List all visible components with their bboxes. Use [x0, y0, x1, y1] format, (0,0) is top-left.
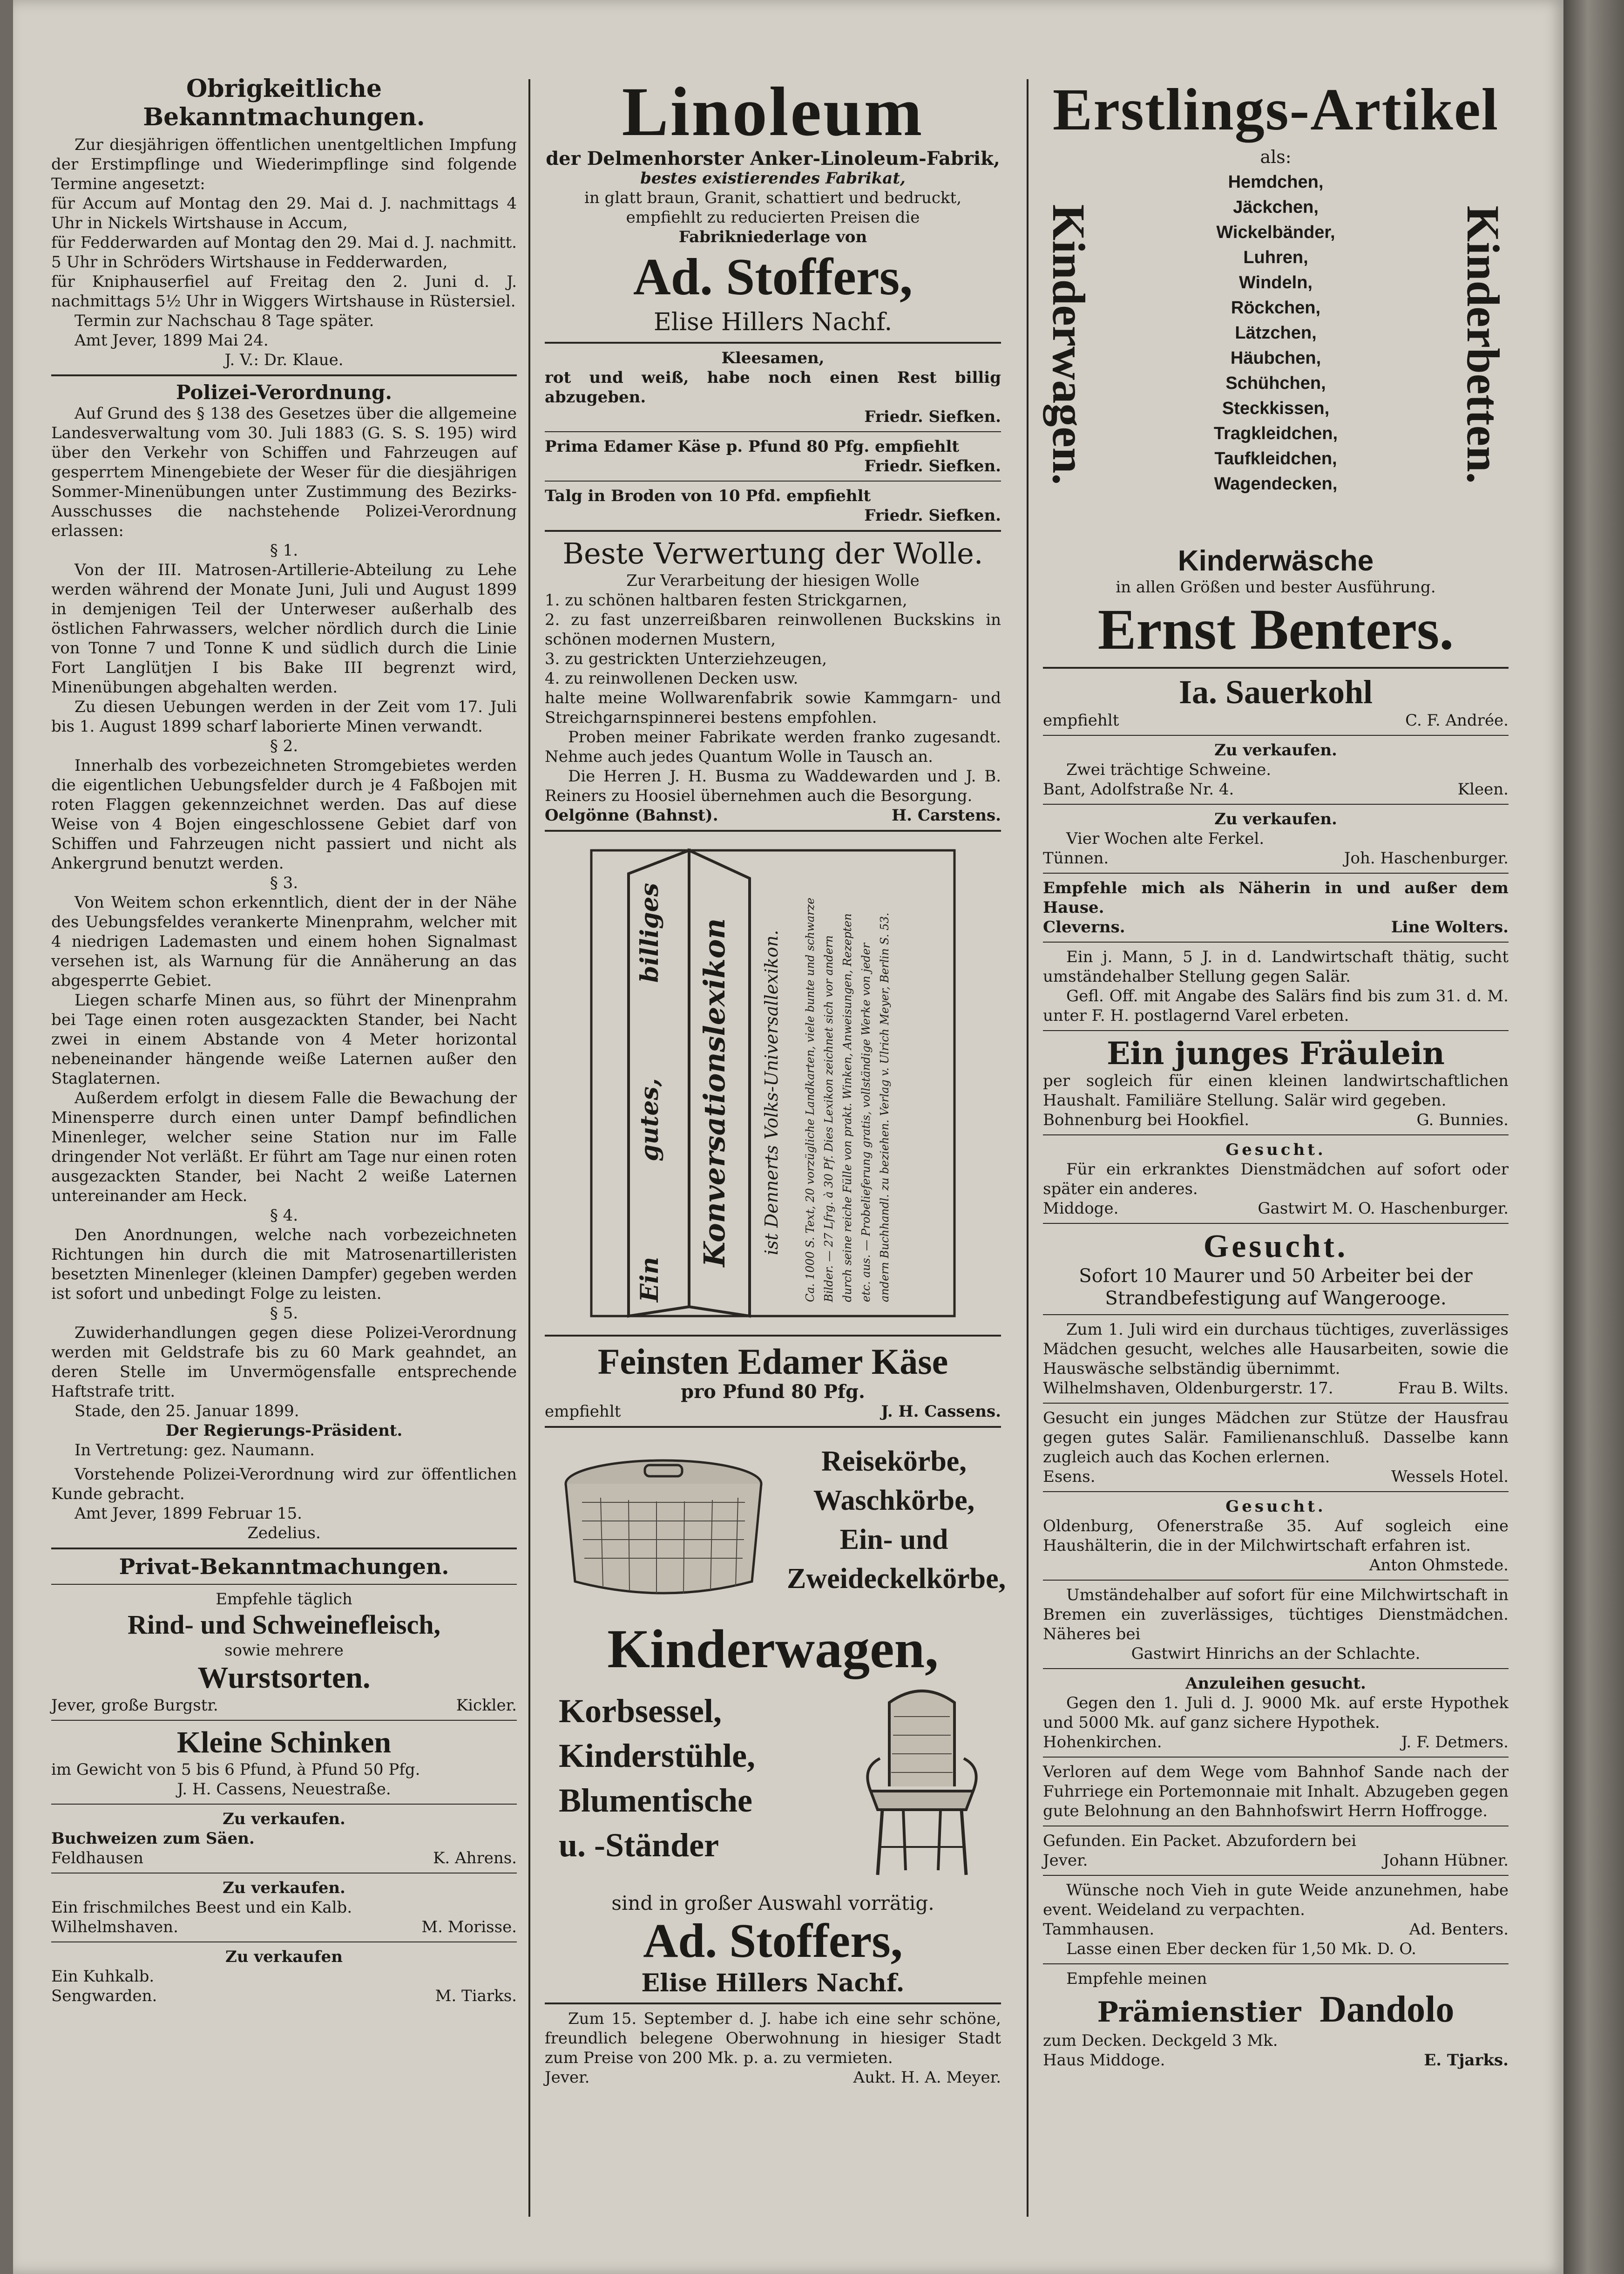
ad-name: J. F. Detmers.	[1401, 1733, 1509, 1751]
private-notices-title: Privat-Bekanntmachungen.	[119, 1554, 449, 1579]
divider	[545, 1335, 1001, 1337]
lexicon-detail-line: Ca. 1000 S. Text, 20 vorzügliche Landkarten, viele bunte und schwarze	[804, 897, 817, 1302]
ordinance-text: Von der III. Matrosen-Artillerie-Abteilung zu Lehe werden während der Monate Juni, Juli und August 1899 in demjenigen Teil der Unterweser außerhalb des östlichen Fahrwassers, welcher nördlich durch die Linie von Tonne 7 und Tonne K und südlich durch die Linie Fort Langlütjen I bis Bake III begrenzt wird, Minenübungen abgehalten werden.	[51, 561, 517, 697]
ad-text: Gefunden. Ein Packet. Abzufordern bei	[1043, 1832, 1357, 1850]
ad-text: Empfehle meinen	[1066, 1969, 1207, 1988]
divider	[1043, 667, 1509, 669]
basket-list	[787, 1442, 1006, 1598]
ordinance-intro: Auf Grund des § 138 des Gesetzes über die allgemeine Landesverwaltung vom 30. Juli 1883 (G. S. S. 195) wird über den Verkehr von Schiffen und Fahrzeugen auf gesperrtem Minengebiete der Weser für die diesjährigen Sommer-Minenübungen unter Zustimmung des Bezirks-Ausschusses die nachstehende Polizei-Verordnung erlassen:	[51, 404, 517, 540]
ad-name: Kickler.	[456, 1696, 517, 1715]
lexicon-word: billiges	[636, 883, 664, 983]
divider	[1043, 1580, 1509, 1581]
ad-headline: Korbsessel,	[559, 1692, 722, 1730]
divider	[51, 1941, 517, 1942]
ad-text: der Delmenhorster Anker-Linoleum-Fabrik,	[546, 148, 1000, 170]
column-divider	[528, 79, 530, 2217]
divider	[1043, 1668, 1509, 1669]
ad-signature-line	[51, 1848, 517, 1868]
police-ordinance-title: Polizei-Verordnung.	[176, 381, 392, 404]
stoffers-headline: Ad. Stoffers,	[633, 248, 913, 306]
ad-headline: Kleine Schinken	[176, 1725, 392, 1759]
divider	[1043, 1223, 1509, 1224]
ad-title: Gesucht.	[1225, 1140, 1326, 1159]
section-heading: § 5.	[270, 1304, 298, 1323]
ad-signature-line	[51, 1696, 517, 1715]
notice-date: Amt Jever, 1899 Mai 24.	[74, 331, 269, 350]
linoleum-headline: Linoleum	[622, 73, 924, 150]
divider	[1043, 1030, 1509, 1031]
ad-signature-line	[545, 2068, 1001, 2087]
ad-name: Aukt. H. A. Meyer.	[853, 2068, 1001, 2087]
notice-signature: Zedelius.	[247, 1524, 321, 1542]
ad-place: Jever, große Burgstr.	[51, 1696, 218, 1715]
ordinance-text: Außerdem erfolgt in diesem Falle die Bewachung der Minensperre durch einen unter Dampf befindlichen Minenleger, welcher seine Station nur im Falle dringender Not verläßt. Er führt am Tage nur einen roten ausgezackten Stander, bei Nacht 2 weiße Laternen untereinander am Heck.	[51, 1089, 517, 1205]
ad-signature-line	[1043, 1920, 1509, 1939]
ad-name: Friedr. Siefken.	[864, 457, 1001, 475]
basket-illustration	[554, 1451, 773, 1600]
ad-signature-line	[1043, 1110, 1509, 1130]
ad-place: Sengwarden.	[51, 1987, 157, 2005]
ad-place: empfiehlt	[545, 1402, 621, 1421]
ad-text: empfiehlt zu reducierten Preisen die	[626, 208, 920, 227]
ad-text: sind in großer Auswahl vorrätig.	[611, 1892, 934, 1914]
ad-text: Zwei trächtige Schweine.	[1066, 760, 1272, 779]
column-1	[51, 75, 517, 2006]
ad-text: Fabrikniederlage von	[678, 228, 867, 246]
wool-item: 1. zu schönen haltbaren festen Strickgarnen,	[545, 591, 907, 610]
praemienstier-headline	[1043, 1989, 1509, 2031]
ad-text: Ein Kuhkalb.	[51, 1967, 155, 1986]
ad-text: Die Herren J. H. Busma zu Waddewarden und J. B. Reiners zu Hoosiel übernehmen auch die Besorgung.	[545, 767, 1001, 805]
vertical-headline-right: Kinderbetten.	[1457, 205, 1509, 484]
ad-text: Gefl. Off. mit Angabe des Salärs find bis zum 31. d. M. unter F. H. postlagernd Varel erbeten.	[1043, 987, 1509, 1025]
notice-signature: J. V.: Dr. Klaue.	[224, 351, 344, 369]
divider	[51, 1873, 517, 1874]
ad-title: Kleesamen,	[721, 349, 825, 367]
ad-place: Hohenkirchen.	[1043, 1733, 1162, 1751]
ad-signature-line	[1043, 917, 1509, 937]
divider	[1043, 1875, 1509, 1876]
ordinance-date: Stade, den 25. Januar 1899.	[74, 1402, 299, 1420]
lexicon-detail-line: Bilder. — 27 Lfrg. à 30 Pf. Dies Lexikon zeichnet sich vor andern	[822, 935, 835, 1302]
ad-headline: Kinderstühle,	[559, 1737, 756, 1774]
ad-place: Jever.	[1043, 1851, 1088, 1870]
ad-text: Gegen den 1. Juli d. J. 9000 Mk. auf erste Hypothek und 5000 Mk. auf ganz sichere Hypothek.	[1043, 1694, 1509, 1732]
ad-text: Umständehalber auf sofort für eine Milchwirtschaft in Bremen ein zuverlässiges, tüchtiges Dienstmädchen. Näheres bei	[1043, 1586, 1509, 1643]
ordinance-text: Den Anordnungen, welche nach vorbezeichneten Richtungen hin durch die mit Matrosenartilleristen besetzten Minenleger (kleinen Dampfer) gegeben werden ist sofort und unbedingt Folge zu leisten.	[51, 1226, 517, 1303]
ad-name: Friedr. Siefken.	[864, 506, 1001, 525]
ad-place: empfiehlt	[1043, 711, 1119, 730]
ad-title: Zu verkaufen	[225, 1948, 343, 1966]
section-heading: § 2.	[270, 737, 298, 755]
divider	[1043, 1314, 1509, 1315]
ad-signature-line	[51, 1917, 517, 1937]
column-3	[1043, 75, 1509, 2070]
ad-name: J. H. Cassens.	[881, 1402, 1001, 1421]
divider	[51, 1584, 517, 1585]
ad-place: Tünnen.	[1043, 849, 1109, 868]
ad-name: Anton Ohmstede.	[1369, 1556, 1509, 1575]
ad-text: Empfehle mich als Näherin in und außer dem Hause.	[1043, 879, 1509, 917]
ad-signature-line	[1043, 711, 1509, 730]
ad-text: Lasse einen Eber decken für 1,50 Mk. D. O.	[1066, 1940, 1416, 1958]
column-2	[545, 73, 1006, 2087]
vaccination-text: für Accum auf Montag den 29. Mai d. J. nachmittags 4 Uhr in Nickels Wirtshause in Accum,	[51, 194, 517, 232]
list-item: Tragkleidchen,	[1213, 424, 1338, 443]
ad-name: C. F. Andrée.	[1405, 711, 1509, 730]
ad-text: Proben meiner Fabrikate werden franko zugesandt. Nehme auch jedes Quantum Wolle in Tausch an.	[545, 728, 1001, 766]
stoffers-headline: Ad. Stoffers,	[643, 1914, 903, 1968]
ad-name: J. H. Cassens, Neuestraße.	[177, 1780, 391, 1799]
ad-text: Talg in Broden von 10 Pfd. empfiehlt	[545, 487, 871, 505]
ad-name: K. Ahrens.	[433, 1849, 517, 1867]
divider	[1043, 1134, 1509, 1135]
ad-text: Verloren auf dem Wege vom Bahnhof Sande nach der Fuhrriege ein Portemonnaie mit Inhalt. Abzugeben gegen gute Belohnung an den Bahnhofswirt Herrn Hoffrogge.	[1043, 1763, 1509, 1820]
list-item: Wagendecken,	[1214, 474, 1338, 494]
ad-headline: Gesucht.	[1203, 1229, 1348, 1264]
ad-name: M. Morisse.	[421, 1918, 517, 1936]
erstlings-list-block	[1043, 144, 1509, 545]
wool-item: 3. zu gestrickten Unterziehzeugen,	[545, 650, 827, 668]
divider	[1043, 873, 1509, 874]
ad-place: Oelgönne (Bahnst).	[545, 806, 718, 825]
ad-headline: Blumentische	[559, 1782, 753, 1819]
ad-name: Gastwirt Hinrichs an der Schlachte.	[1131, 1644, 1421, 1663]
divider	[545, 530, 1001, 532]
ad-place: Bant, Adolfstraße Nr. 4.	[1043, 780, 1234, 799]
ordinance-authority: Der Regierungs-Präsident.	[165, 1421, 403, 1440]
wool-item: 2. zu fast unzerreißbaren reinwollenen Buckskins in schönen modernen Mustern,	[545, 611, 1001, 649]
ad-signature-line	[545, 806, 1001, 825]
ad-subtitle: Elise Hillers Nachf.	[641, 1969, 905, 1997]
ad-headline: Rind- und Schweinefleisch,	[128, 1609, 440, 1640]
ad-text: Empfehle täglich	[216, 1590, 352, 1609]
ad-headline: Zweideckelkörbe,	[787, 1563, 1006, 1595]
ad-signature-line	[1043, 1467, 1509, 1487]
list-item: Jäckchen,	[1233, 197, 1319, 217]
ad-text: Ein frischmilches Beest und ein Kalb.	[51, 1898, 352, 1917]
lexicon-word: Ein	[636, 1256, 664, 1302]
ad-signature-line	[1043, 1378, 1509, 1398]
list-item: Taufkleidchen,	[1214, 449, 1337, 468]
divider	[51, 374, 517, 376]
divider	[1043, 942, 1509, 943]
wicker-chair-illustration	[861, 1684, 982, 1884]
divider	[1043, 1963, 1509, 1964]
lexicon-word: gutes,	[636, 1078, 664, 1161]
ordinance-publication: Vorstehende Polizei-Verordnung wird zur öffentlichen Kunde gebracht.	[51, 1465, 517, 1503]
ad-text: Prima Edamer Käse p. Pfund 80 Pfg. empfiehlt	[545, 437, 960, 456]
list-item: Lätzchen,	[1235, 323, 1317, 343]
furniture-ad	[545, 1679, 1001, 1894]
ad-text: in allen Größen und bester Ausführung.	[1116, 578, 1436, 597]
ad-signature-line	[545, 1402, 1001, 1421]
list-item: Hemdchen,	[1228, 172, 1324, 192]
ad-text: zum Decken. Deckgeld 3 Mk.	[1043, 2031, 1278, 2050]
erstlings-headline: Erstlings-Artikel	[1052, 76, 1499, 143]
ad-text: per sogleich für einen kleinen landwirtschaftlichen Haushalt. Familiäre Stellung. Salär wird gegeben.	[1043, 1072, 1509, 1110]
ad-title: Zu verkaufen.	[1214, 741, 1337, 760]
lexicon-left-text	[636, 883, 663, 1302]
lexicon-details	[801, 874, 894, 1302]
ad-place: Wilhelmshaven, Oldenburgerstr. 17.	[1043, 1379, 1333, 1398]
ad-name: Wessels Hotel.	[1391, 1467, 1509, 1486]
ad-place: Esens.	[1043, 1467, 1096, 1486]
lexicon-title: Konversationslexikon	[697, 918, 731, 1267]
list-item: Luhren,	[1243, 248, 1308, 267]
vertical-headline-left: Kinderwagen.	[1043, 204, 1095, 485]
ad-headline: Ia. Sauerkohl	[1178, 673, 1373, 711]
kinderwaesche-headline: Kinderwäsche	[1177, 545, 1374, 577]
divider	[1043, 1491, 1509, 1492]
divider	[1043, 735, 1509, 736]
lexicon-subtitle: ist Dennerts Volks-Universallexikon.	[761, 930, 782, 1256]
divider	[545, 342, 1001, 344]
divider	[545, 830, 1001, 832]
list-item: Steckkissen,	[1222, 399, 1330, 418]
ordinance-signature: In Vertretung: gez. Naumann.	[74, 1441, 315, 1459]
ad-name: G. Bunnies.	[1416, 1111, 1509, 1129]
lexicon-ad	[582, 846, 964, 1325]
ad-text: Oldenburg, Ofenerstraße 35. Auf sogleich eine Haushälterin, die in der Milchwirtschaft erfahren ist.	[1043, 1517, 1509, 1555]
ad-text: Gesucht ein junges Mädchen zur Stütze der Hausfrau gegen gutes Salär. Familienanschluß. Dasselbe kann zugleich auch das Kochen erlernen.	[1043, 1409, 1509, 1466]
lexicon-detail-line: etc. aus. — Probelieferung gratis, vollständige Werke von jeder	[859, 943, 873, 1302]
wool-headline: Beste Verwertung der Wolle.	[562, 536, 983, 570]
ad-headline: Reisekörbe,	[821, 1446, 967, 1477]
section-heading: § 1.	[270, 541, 298, 560]
ad-text: Zur Verarbeitung der hiesigen Wolle	[626, 571, 920, 590]
ad-headline: Waschkörbe,	[813, 1485, 975, 1516]
official-notices-title: Obrigkeitliche Bekanntmachungen.	[143, 75, 425, 131]
divider	[51, 1548, 517, 1549]
ad-text: Zum 1. Juli wird ein durchaus tüchtiges, zuverlässiges Mädchen gesucht, welches alle Hausarbeiten, sowie die Hauswäsche selbständig übernimmt.	[1043, 1320, 1509, 1378]
vaccination-text: Termin zur Nachschau 8 Tage später.	[74, 312, 374, 330]
ad-text: Ein j. Mann, 5 J. in d. Landwirtschaft thätig, sucht umständehalber Stellung gegen Salär.	[1043, 948, 1509, 986]
list-item: Häubchen,	[1230, 348, 1321, 368]
ad-headline: Dandolo	[1320, 1989, 1455, 2030]
benters-headline: Ernst Benters.	[1097, 597, 1454, 661]
divider	[1043, 804, 1509, 805]
ad-name: Kleen.	[1457, 780, 1509, 799]
ad-name: Ad. Benters.	[1409, 1920, 1509, 1939]
list-item: Windeln,	[1239, 273, 1313, 292]
ad-name: Joh. Haschenburger.	[1344, 849, 1509, 868]
ordinance-text: Zuwiderhandlungen gegen diese Polizei-Verordnung werden mit Geldstrafe bis zu 60 Mark geahndet, an deren Stelle im Unvermögensfalle entsprechende Haftstrafe tritt.	[51, 1324, 517, 1401]
divider	[545, 1426, 1001, 1428]
vaccination-text: für Fedderwarden auf Montag den 29. Mai d. J. nachmitt. 5 Uhr in Schröders Wirtshause in Fedderwarden,	[51, 233, 517, 272]
ad-place: Wilhelmshaven.	[51, 1918, 178, 1936]
lexicon-detail-line: andern Buchhandl. zu beziehen. Verlag v. Ulrich Meyer, Berlin S. 53.	[878, 912, 891, 1302]
ad-place: Middoge.	[1043, 1199, 1119, 1218]
ad-text: bestes existierendes Fabrikat,	[640, 169, 906, 188]
ad-text: rot und weiß, habe noch einen Rest billig abzugeben.	[545, 368, 1001, 407]
ad-text: sowie mehrere	[224, 1641, 344, 1660]
ad-text: halte meine Wollwarenfabrik sowie Kammgarn- und Streichgarnspinnerei bestens empfohlen.	[545, 689, 1001, 727]
ad-text: Sofort 10 Maurer und 50 Arbeiter bei der Strandbefestigung auf Wangerooge.	[1079, 1265, 1473, 1309]
ad-text: Vier Wochen alte Ferkel.	[1066, 829, 1265, 848]
ad-text: Buchweizen zum Säen.	[51, 1829, 255, 1848]
ad-signature-line	[1043, 2050, 1509, 2070]
ad-place: Haus Middoge.	[1043, 2051, 1165, 2070]
ad-place: Feldhausen	[51, 1849, 144, 1867]
erstlings-items	[1113, 144, 1439, 496]
ordinance-text: Von Weitem schon erkenntlich, dient der in der Nähe des Uebungsfeldes verankerte Minenprahm, welcher mit 4 niedrigen Lademasten und einem hohen Signalmast versehen ist, als Warnung für die Annäherung an das abgesperrte Gebiet.	[51, 893, 517, 990]
ad-text: im Gewicht von 5 bis 6 Pfund, à Pfund 50 Pfg.	[51, 1760, 420, 1779]
ad-name: H. Carstens.	[892, 806, 1001, 825]
divider	[545, 431, 1001, 432]
section-heading: § 4.	[270, 1206, 298, 1225]
ad-text: Für ein erkranktes Dienstmädchen auf sofort oder später ein anderes.	[1043, 1160, 1509, 1198]
wool-item: 4. zu reinwollenen Decken usw.	[545, 669, 798, 688]
divider	[545, 2002, 1001, 2004]
ad-name: Johann Hübner.	[1383, 1851, 1509, 1870]
cheese-headline: Feinsten Edamer Käse	[597, 1341, 948, 1382]
ordinance-text: Innerhalb des vorbezeichneten Stromgebietes werden die eigentlichen Uebungsfelder durch je 4 Faßbojen mit roten Flaggen gekennzeichnet werden. Das auf diese Weise von 4 Bojen eingeschlossene Gebiet darf von Schiffen und Fahrzeugen nicht passiert und nicht als Ankergrund benutzt werden.	[51, 756, 517, 873]
ad-headline: Ein- und	[839, 1524, 948, 1555]
ad-place: Tammhausen.	[1043, 1920, 1155, 1939]
lexicon-detail-line: durch seine reiche Fülle von prakt. Winken, Anweisungen, Rezepten	[841, 913, 854, 1302]
ad-headline: Wurstsorten.	[197, 1661, 371, 1695]
ad-title: Anzuleihen gesucht.	[1185, 1674, 1366, 1693]
ad-text: pro Pfund 80 Pfg.	[681, 1381, 865, 1403]
ad-signature-line	[51, 1986, 517, 2006]
kinderwagen-headline: Kinderwagen,	[607, 1618, 939, 1679]
list-item: Schühchen,	[1225, 373, 1326, 393]
divider	[51, 1804, 517, 1805]
notice-date: Amt Jever, 1899 Februar 15.	[74, 1504, 302, 1523]
list-intro: als:	[1260, 147, 1292, 167]
ad-headline: Ein junges Fräulein	[1107, 1035, 1445, 1072]
ordinance-text: Liegen scharfe Minen aus, so führt der Minenprahm bei Tage einen roten ausgezackten Stander, bei Nacht zwei in einem Abstande von 4 Meter horizontal nebeneinander hängende weiße Laternen außer den Staglaternen.	[51, 991, 517, 1088]
divider	[1043, 1757, 1509, 1758]
ad-title: Gesucht.	[1225, 1497, 1326, 1516]
ad-signature-line	[1043, 849, 1509, 868]
ad-title: Zu verkaufen.	[1214, 810, 1337, 828]
ad-headline: u. -Ständer	[559, 1826, 719, 1864]
ad-name: E. Tjarks.	[1424, 2051, 1509, 2070]
ad-signature-line	[1043, 1851, 1509, 1870]
ad-text: Zum 15. September d. J. habe ich eine sehr schöne, freundlich belegene Oberwohnung in hiesiger Stadt zum Preise von 200 Mk. p. a. zu vermieten.	[545, 2009, 1001, 2067]
vaccination-text: Zur diesjährigen öffentlichen unentgeltlichen Impfung der Erstimpflinge und Wiederimpflinge sind folgende Termine angesetzt:	[51, 136, 517, 193]
ad-signature-line	[1043, 1199, 1509, 1218]
basket-ad	[545, 1432, 1006, 1619]
vaccination-text: für Kniphauserfiel auf Freitag den 2. Juni d. J. nachmittags 5½ Uhr in Wiggers Wirtshause in Rüstersiel.	[51, 272, 517, 311]
ad-text: in glatt braun, Granit, schattiert und bedruckt,	[584, 189, 962, 207]
column-divider	[1027, 79, 1029, 2217]
furniture-list	[559, 1689, 755, 1867]
book-edge	[1563, 0, 1624, 2274]
ad-name: Friedr. Siefken.	[864, 407, 1001, 426]
ad-place: Jever.	[545, 2068, 590, 2087]
section-heading: § 3.	[270, 874, 298, 892]
ad-place: Bohnenburg bei Hookfiel.	[1043, 1111, 1249, 1129]
ad-subtitle: Elise Hillers Nachf.	[653, 308, 893, 336]
ad-title: Zu verkaufen.	[223, 1879, 345, 1897]
ad-signature-line	[1043, 780, 1509, 799]
ad-place: Cleverns.	[1043, 918, 1125, 937]
list-item: Wickelbänder,	[1216, 223, 1335, 242]
ad-headline: Prämienstier	[1097, 1996, 1301, 2029]
list-item: Röckchen,	[1231, 298, 1321, 318]
ad-name: Line Wolters.	[1391, 918, 1509, 937]
ad-title: Zu verkaufen.	[223, 1810, 345, 1828]
ad-name: M. Tiarks.	[435, 1987, 517, 2005]
divider	[545, 481, 1001, 482]
divider	[51, 1720, 517, 1721]
ad-name: Frau B. Wilts.	[1398, 1379, 1509, 1398]
divider	[1043, 1403, 1509, 1404]
ordinance-text: Zu diesen Uebungen werden in der Zeit vom 17. Juli bis 1. August 1899 scharf laborierte Minen verwandt.	[51, 698, 517, 736]
ad-text: Wünsche noch Vieh in gute Weide anzunehmen, habe event. Weideland zu verpachten.	[1043, 1881, 1509, 1919]
ad-name: Gastwirt M. O. Haschenburger.	[1258, 1199, 1509, 1218]
ad-signature-line	[1043, 1732, 1509, 1752]
